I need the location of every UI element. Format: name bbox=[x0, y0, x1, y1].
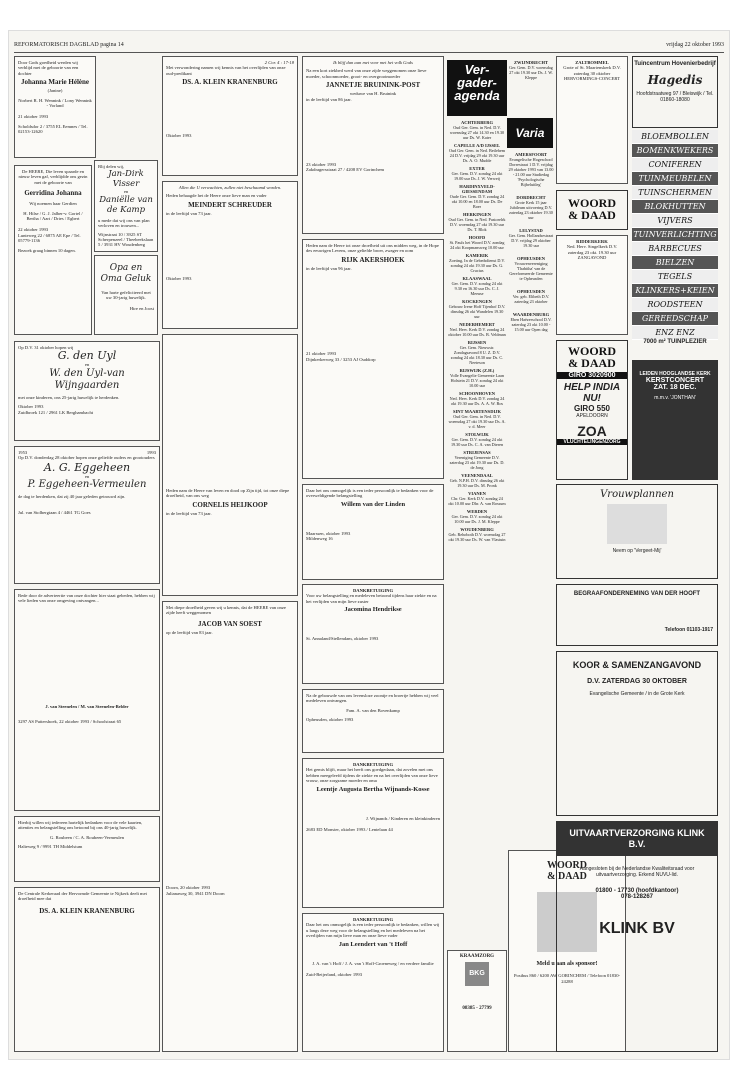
varia-item bbox=[508, 256, 554, 281]
agenda-item-text: Zoeting, In de Gebedsdienst D.V. zondag 24 okt 19.30 uur Ds. G. Crucius bbox=[449, 258, 505, 273]
title: KRAAMZORG bbox=[459, 954, 495, 959]
agenda-item-title: SCHOONHOVEN bbox=[458, 391, 495, 396]
vergaderagenda-title bbox=[447, 60, 507, 116]
agenda-item-title: VIANEN bbox=[468, 491, 486, 496]
giro: GIRO 3020900 bbox=[557, 372, 627, 379]
agenda-item-title: HOOFD bbox=[468, 235, 486, 240]
agenda-item-title: SINT MAARTENSDIJK bbox=[453, 409, 501, 414]
agenda-item-title: KOCKENGEN bbox=[462, 299, 492, 304]
agenda-item-text: Ger. Gem. D.V. zondag 24 okt 9.30 en 16.30 uur Ds. C. J. Meeuse bbox=[451, 281, 503, 296]
banner-item: TUINSCHERMEN bbox=[632, 186, 718, 200]
text: Het gemis blijft, maar het heeft ons goedgedaan, dat zovelen met ons hebben meegeleefd tijdens de ziekte en na het overlijden van onze lieve vrouw, onze zorgzame moeder en oma bbox=[306, 767, 438, 784]
agenda-item bbox=[448, 491, 506, 506]
name: JACOB VAN SOEST bbox=[198, 619, 262, 628]
agenda-item-title: NEDERHEMERT bbox=[459, 322, 495, 327]
thanks-van-der-linden bbox=[302, 484, 444, 580]
agenda-item bbox=[448, 120, 506, 140]
title: UITVAARTVERZORGING KLINK B.V. bbox=[557, 822, 717, 856]
varia-list bbox=[508, 152, 554, 852]
text: Met diepe droefheid geven wij u kennis, dat de HEERE van onze zijde heeft weggenomen bbox=[166, 605, 286, 616]
intro: De HEERE, Die leven spaarde en nieuw leven gaf, verblijdde ons gezin met de geboorte van bbox=[18, 169, 88, 185]
intro: Op D.V. donderdag 28 oktober hopen onze geliefde ouders en grootouders bbox=[18, 455, 155, 461]
title: Opa en Oma Geluk bbox=[100, 263, 152, 284]
vrouwplannen-ad bbox=[556, 484, 718, 579]
agenda-item bbox=[448, 143, 506, 163]
title: KOOR & SAMENZANGAVOND bbox=[572, 660, 702, 670]
thanks-van-t-hoff bbox=[302, 913, 444, 1052]
agenda-item-text: Oud Ger. Gem. in Ned. Betlehem 24 D.V. vrijdag 29 okt 19.30 uur Ds. A. O. Mudde bbox=[448, 148, 506, 163]
engagement-announcement bbox=[94, 160, 158, 252]
intro: De Centrale Kerkeraad der Hervormde Gemeente te Nijkerk deelt met droefheid mee dat bbox=[18, 891, 147, 902]
zwijndrecht-item bbox=[508, 60, 554, 116]
text: Daar het ons onmogelijk is een ieder persoonlijk te bedanken, willen wij u langs deze weg voor de belangstelling en het medeleven na het overlijden van mijn lieve man en onze lieve vader bbox=[306, 922, 440, 939]
phone: 01800 - 17730 (hoofdkantoor) bbox=[595, 888, 679, 894]
agenda-item bbox=[448, 212, 506, 232]
varia-item bbox=[508, 312, 554, 332]
signature: J. van Steenelen / M. van Steenelen-Belder bbox=[45, 703, 129, 709]
quote: Allen die U verwachten, zullen niet beschaamd worden. bbox=[178, 185, 282, 190]
date: 21 oktober 1993 bbox=[306, 351, 337, 357]
address: Zuid-Beijerland, oktober 1993 bbox=[306, 972, 363, 978]
thanks-roubeen bbox=[14, 816, 160, 882]
date: ZAT. 18 DEC. bbox=[653, 384, 697, 391]
text: Voor uw belangstelling en medeleven betoond tijdens haar ziekte en na het verlijden van mijn lieve zuster bbox=[306, 593, 437, 604]
agenda-item-text: Ned. Herv. Kerk D.V. zondag 24 okt 19.30 uur Ds. A. A. W. Bos bbox=[449, 396, 505, 406]
text: de dag te herdenken, dat zij 40 jaar geleden getrouwd zijn. bbox=[18, 494, 126, 500]
text: Hierbij willen wij iedereen hartelijk bedanken voor de vele kaarten, attenties en belangstelling ons betoond bij ons 40-jarig huwelijk. bbox=[18, 820, 143, 831]
agenda-item-text: Oud Ger. Gem. in Ned. Pastorelrk D.V. woensdag 27 okt 19.30 uur Ds. T. Blok bbox=[448, 217, 506, 232]
anniversary-eggeheen bbox=[14, 446, 160, 584]
varia-item-title: DORDRECHT bbox=[516, 195, 546, 200]
name: DS. A. KLEIN KRANENBURG bbox=[39, 906, 135, 915]
name: Tuincentrum Hovenierbedrijf bbox=[634, 61, 716, 67]
address: Dijnkerkerweg 33 / 3253 AJ Ouddorp bbox=[306, 356, 376, 362]
agenda-item bbox=[448, 166, 506, 181]
agenda-item-text: Oud Ger. Gem. in Ned. D.V. woensdag 27 okt 14.30 en 19.30 uur Ds. W. Kater bbox=[449, 125, 505, 140]
nickname: (Janine) bbox=[47, 88, 63, 94]
agenda-item bbox=[448, 184, 506, 209]
banner-item: ENZ ENZ bbox=[632, 326, 718, 340]
address: 2683 ED Monster, oktober 1993 / Lentelaan 44 bbox=[306, 827, 393, 833]
address: Mildenweg 16 bbox=[306, 536, 333, 542]
name1: Jan-Dirk Visser bbox=[108, 169, 144, 190]
death-bruinink-post bbox=[302, 56, 444, 234]
agenda-item bbox=[448, 473, 506, 488]
address: Jul. van Stolbergiaan 4 / 4461 TG Goes bbox=[18, 509, 91, 515]
varia-item-title: LELYSTAD bbox=[519, 228, 543, 233]
agenda-item-text: Oud Ger. Gem. in Ned. D.V. woensdag 27 okt 19.30 uur Ds. A. v. d. Meer bbox=[448, 414, 506, 429]
address: Scholdsdor 2 / 3755 EL Eemnes / Tel. 02153-12620 bbox=[18, 123, 88, 135]
varia-item-text: Vrouwenvereniging 'Thabitha' van de Gereformeerde Gemeente te Opheusden bbox=[509, 261, 553, 281]
woord-daad-banner bbox=[556, 190, 628, 230]
date: D.V. ZATERDAG 30 OKTOBER bbox=[587, 678, 687, 685]
agenda-item-title: WOUDENBERG bbox=[460, 527, 494, 532]
note: Bezoek graag binnen 10 dagen. bbox=[18, 247, 76, 253]
title: ZALTBOMMEL bbox=[575, 60, 609, 65]
phone2: 078-128267 bbox=[620, 894, 654, 900]
thanks-steenelen bbox=[14, 589, 160, 811]
agenda-item-title: WERDEN bbox=[466, 509, 488, 514]
varia-item-text: Ger. Gem. D.V. woensdag 27 okt 19.30 uur Ds. J. W. Kleppe bbox=[509, 65, 553, 80]
varia-item bbox=[508, 195, 554, 220]
signature: Fam. A. van den Bovenkamp bbox=[346, 707, 400, 713]
name2: W. den Uyl-van Wijngaarden bbox=[49, 367, 125, 391]
and: en bbox=[84, 473, 90, 479]
banner-item: BLOKHUTTEN bbox=[632, 200, 718, 214]
varia-item-title: WAARDENBURG bbox=[512, 312, 550, 317]
address: Lunteweg 22 / 6875 AE Epe / Tel. 05779-1136 bbox=[18, 232, 81, 244]
varia-item-text: Evangelische Hogeschool Dorrestraat 1 D.V. vrijdag 29 oktober 1993 van 13.00 - 21.00 uur Studiedag 'Psychologische Bijbeluitleg' bbox=[508, 157, 554, 187]
agenda-item-text: Gebouw Irene Hoff Tijenhof D.V. dinsdag 26 okt Wandelen 19.30 uur bbox=[448, 304, 506, 319]
banner-item: GEREEDSCHAP bbox=[632, 312, 718, 326]
title-line1: Ver- bbox=[464, 62, 490, 77]
brand: Hagedis bbox=[647, 73, 703, 87]
date: St. Annaland/Stellendam, oktober 1993 bbox=[306, 636, 379, 642]
agenda-item-title: KAMERIK bbox=[465, 253, 489, 258]
varia-item-title: OPHEUSDEN bbox=[516, 256, 545, 261]
agenda-item-title: EXTER bbox=[469, 166, 485, 171]
and: en bbox=[84, 362, 90, 368]
address: Julianaweg 30, 3941 DN Doorn bbox=[166, 890, 225, 896]
agenda-item bbox=[448, 340, 506, 365]
text: Na de gebouwde van ons levensloze zoontje en broertje hebben wij veel medeleven ontvangen. bbox=[306, 693, 439, 704]
agenda-item bbox=[448, 409, 506, 429]
address: Wijnstraat 10 / 3925 ST Scherpenzeel / Theebeekslaan 5 / 3931 HV Woudenberg bbox=[98, 231, 154, 248]
death-heijkoop bbox=[162, 334, 298, 596]
death-akershoek bbox=[302, 239, 444, 479]
agenda-item-text: Ger. Gem. D.V. zondag 24 okt 19.00 uur Ds. J. W. Verweij bbox=[451, 171, 503, 181]
info: Evangelische Gemeente / in de Grote Kerk bbox=[589, 691, 685, 697]
agenda-item-text: Oude Ger. Gem. D.V. zondag 24 okt 10.00 en 18.00 uur Ds. De Boer bbox=[449, 194, 505, 209]
varia-title: Varia bbox=[507, 118, 553, 148]
date: 21 oktober 1993 bbox=[18, 114, 49, 120]
woord-daad-help-india bbox=[556, 340, 628, 480]
koor-samenzangavond-ad bbox=[556, 651, 718, 816]
agenda-item-text: Ned. Herv. Kerk D.V. zondag 24 oktober 10.00 uur Ds. B. Veldman bbox=[448, 327, 506, 337]
varia-item-title: OPHEUSDEN bbox=[516, 289, 545, 294]
name: CORNELIS HEIJKOOP bbox=[192, 500, 268, 509]
name: Leentje Augusta Bertha Wijnands-Kosse bbox=[316, 785, 430, 793]
age: in de leeftijd van 96 jaar. bbox=[306, 265, 352, 271]
agenda-item bbox=[448, 368, 506, 388]
help-india: HELP INDIA NU! bbox=[563, 382, 621, 404]
title: RIDDERKERK bbox=[576, 239, 608, 244]
begraafonderneming-ad bbox=[556, 584, 718, 646]
uitvaart-klink-ad bbox=[556, 821, 718, 1052]
tuincentrum-product-list bbox=[632, 130, 718, 337]
name: DS. A. KLEIN KRANENBURG bbox=[182, 78, 278, 87]
name1: G. den Uyl bbox=[57, 349, 117, 363]
date: Oktober 1993 bbox=[18, 404, 44, 410]
year-start: 1953 bbox=[18, 450, 28, 455]
banner-item: KLINKERS+KEIEN bbox=[632, 284, 718, 298]
agenda-item bbox=[448, 432, 506, 447]
death-schreuder bbox=[162, 181, 298, 329]
banner-item: TUINMEUBELEN bbox=[632, 172, 718, 186]
date: Opheusden, oktober 1993 bbox=[306, 717, 354, 723]
banner-item: TEGELS bbox=[632, 270, 718, 284]
agenda-item-title: KLAASWAAL bbox=[462, 276, 492, 281]
banner-item: BARBECUES bbox=[632, 242, 718, 256]
title: DANKBETUIGING bbox=[352, 588, 394, 593]
bible-ref: 2 Cor. 4 : 17-18 bbox=[264, 60, 294, 65]
title: DANKBETUIGING bbox=[352, 917, 394, 922]
varia-item-text: Eben Haëzerschool D.V. zaterdag 23 okt 10.00 - 15.00 uur Open dag bbox=[510, 317, 552, 332]
name: JANNETJE BRUININK-POST bbox=[325, 81, 421, 90]
brand: KLINK BV bbox=[599, 920, 675, 937]
age: in de leeftijd van 73 jaar. bbox=[166, 510, 212, 516]
signature: J. A. van 't Hoff / J. A. van 't Hoff-Groeneweg / en verdere familie bbox=[312, 960, 434, 966]
subtitle: weduwe van H. Bruinink bbox=[349, 91, 397, 97]
logo-line1: WOORD bbox=[547, 860, 587, 871]
text: Ned. Herv. Singelkerk D.V. zaterdag 23 okt. 19.30 uur ZANGAVOND bbox=[566, 244, 618, 261]
banner-item: CONIFEREN bbox=[632, 158, 718, 172]
header-right: vrijdag 22 oktober 1993 bbox=[666, 42, 724, 48]
varia-item-text: Grote Kerk 15 jaar Jubileum uitvoering D.V. zaterdag 23 oktober 19.30 uur bbox=[509, 200, 553, 220]
agenda-item-title: HARDINXVELD-GIESSENDAM bbox=[459, 184, 495, 194]
date: 23 oktober 1993 bbox=[306, 162, 337, 168]
phone: Telefoon 01103-1917 bbox=[664, 627, 713, 633]
text: Aangesloten bij de Nederlandse Kwaliteitsraad voor uitvaartverzorging. Erkend NUVU-lid. bbox=[579, 866, 695, 878]
event: KERSTCONCERT bbox=[645, 377, 705, 384]
date: 22 oktober 1993 bbox=[18, 227, 49, 233]
varia-item bbox=[508, 152, 554, 187]
agenda-item-text: Ger. Gem. D.V. zondag 24 okt 10.00 uur Ds. J. M. Kleppe bbox=[451, 514, 503, 524]
address: 3297 AS Puttershoek, 22 oktober 1993 / Schoolstraat 65 bbox=[18, 719, 122, 725]
agenda-item bbox=[448, 527, 506, 542]
text: Heden behaagde het de Heere onze lieve man en vader bbox=[166, 193, 267, 199]
name: Johanna Marie Hélène bbox=[20, 78, 90, 87]
birth-announcement-1 bbox=[14, 56, 96, 158]
text: Bede door de adverteertie van onze dochter hier staat gebeden, hebben wij vele lieden van onze omgeving ontvangen... bbox=[18, 593, 155, 604]
date: Doorn, 20 oktober 1993 bbox=[166, 885, 211, 891]
text: Heden nam de Heere tot onze droefheid uit ons midden weg, in de Hope des eeuwigen Levens, onze geliefde broer, zwager en oom bbox=[306, 243, 439, 254]
thanks-van-den-bovenkamp bbox=[302, 689, 444, 753]
banner-item: ROODSTEEN bbox=[632, 298, 718, 312]
woord: WOORD bbox=[568, 196, 616, 210]
from: Hire en Joost bbox=[129, 305, 154, 311]
banner-item: VIJVERS bbox=[632, 214, 718, 228]
date: Oktober 1993 bbox=[166, 133, 192, 139]
agenda-item bbox=[448, 276, 506, 296]
death-klein-kranenburg-1 bbox=[14, 887, 160, 1052]
varia-item-title: ZWIJNDRECHT bbox=[513, 60, 548, 65]
agenda-item-title: ACHTERBERG bbox=[460, 120, 493, 125]
title: Vrouwplannen bbox=[600, 489, 674, 500]
year-end: 1993 bbox=[146, 450, 156, 455]
intro: Op D.V. 31 oktober hopen wij bbox=[18, 345, 74, 350]
tuincentrum-ad bbox=[632, 56, 718, 128]
title: BEGRAAFONDERNEMING VAN DER HOOFT bbox=[573, 591, 701, 597]
agenda-item-text: Geb. Rehoboth D.V. woensdag 27 okt 19.30 uur Ds. W. van Vlastuin bbox=[448, 532, 506, 542]
tuinplezier: 7000 m² TUINPLEZIER bbox=[643, 339, 707, 345]
title-line3: agenda bbox=[454, 88, 500, 103]
agenda-item-title: STRIJENSAS bbox=[463, 450, 491, 455]
name2: P. Eggeheen-Vermeulen bbox=[27, 479, 147, 491]
subtitle: Neem op 'Vergeet-Mij' bbox=[612, 548, 662, 554]
address: Halteweg 9 / 9991 TH Middelstum bbox=[18, 844, 83, 850]
phone: 08385 - 27799 bbox=[462, 1006, 492, 1012]
agenda-item bbox=[448, 253, 506, 273]
text: Van harte gefeliciteerd met uw 30-jarig huwelijk. bbox=[101, 290, 151, 301]
kraamzorg-ad bbox=[447, 950, 507, 1052]
agenda-item-title: STOLWIJK bbox=[465, 432, 489, 437]
varia-item bbox=[508, 228, 554, 248]
title: DANKBETUIGING bbox=[352, 762, 394, 767]
date: Maarssen, oktober 1993 bbox=[306, 530, 351, 536]
name: Jan Leendert van 't Hoff bbox=[338, 940, 408, 948]
intro: Blij delen wij, bbox=[98, 164, 125, 169]
city: APELDOORN bbox=[576, 413, 608, 419]
text: met onze kinderen, ons 25-jarig huwelijk te herdenken. bbox=[18, 394, 120, 400]
death-klein-kranenburg-2 bbox=[162, 56, 298, 176]
logo-line2: & DAAD bbox=[547, 871, 587, 882]
agenda-item-text: Ger. Gem. D.V. zondag 24 okt 19.30 uur Ds. C. A. van Dieren bbox=[450, 437, 504, 447]
daad: & DAAD bbox=[568, 208, 616, 222]
agenda-item-title: HERKINGEN bbox=[462, 212, 491, 217]
woord: WOORD bbox=[568, 344, 616, 358]
address: Zakdragersstraat 27 / 4208 EV Gorinchem bbox=[306, 167, 385, 173]
name: MEINDERT SCHREUDER bbox=[188, 200, 272, 209]
agenda-item-title: RIJSWIJK (Z.H.) bbox=[459, 368, 495, 373]
name: RIJK AKERSHOEK bbox=[341, 255, 405, 264]
illustration bbox=[607, 504, 667, 544]
title-line2: gader- bbox=[457, 75, 497, 90]
congrats-opa-oma bbox=[94, 255, 158, 335]
extra: Wij noemen haar Gerdien bbox=[29, 201, 77, 207]
daad: & DAAD bbox=[568, 356, 616, 370]
varia-item-title: AMERSFOORT bbox=[514, 152, 548, 157]
text: Daar het ons onmogelijk is een ieder persoonlijk te bedanken voor de overweldigende belangstelling bbox=[306, 488, 434, 499]
name2: Daniëlle van de Kamp bbox=[99, 194, 153, 215]
parents: Norbert R. H. Wennink / Lony Wennink - Vorland bbox=[18, 97, 92, 109]
agenda-item bbox=[448, 391, 506, 406]
agenda-item-title: CAPELLE A/D IJSSEL bbox=[453, 143, 500, 148]
address: Zuidbroek 121 / 2961 LK Berghambacht bbox=[18, 409, 94, 415]
and: en bbox=[123, 189, 129, 195]
varia-item bbox=[508, 289, 554, 304]
name: Gerridina Johanna bbox=[24, 189, 82, 198]
signature: J. Wijnands / Kinderen en kleinkinderen bbox=[366, 815, 440, 821]
zaltbommel-concert bbox=[556, 56, 628, 184]
death-van-soest bbox=[162, 601, 298, 1052]
signature: G. Roubeen / C. A. Roubeen-Vermeulen bbox=[50, 834, 124, 840]
text: m.m.v. 'JONTHAN' bbox=[654, 395, 696, 401]
date: Oktober 1993 bbox=[166, 276, 192, 282]
text: Grote of St. Maartenskerk D.V. zaterdag 30 oktober HERVORMINGS-CONCERT bbox=[563, 65, 621, 82]
agenda-item-text: St. Pauls het Woord D.V. zondag 24 okt Koopmansweg 10.00 uur bbox=[449, 240, 505, 250]
text: Met verwondering namen wij kennis van het overlijden van onze oud-predikant bbox=[166, 65, 286, 76]
name: Willem van der Linden bbox=[340, 500, 406, 508]
agenda-item bbox=[448, 450, 506, 470]
title: Meld u aan als sponsor! bbox=[536, 961, 598, 967]
agenda-item-text: Ger. Gem. Nieuwstr. Zondagsavond 8 U. Z. D.V. zondag 24 okt 18.30 uur Ds. C. Neeteson bbox=[450, 345, 504, 365]
agenda-item-text: Volle Evangelie Gemeente Laan Holstein 21 D.V. zondag 24 okt 10.00 uur bbox=[450, 373, 504, 388]
agenda-item bbox=[448, 235, 506, 250]
intro: Door Gods goedheid werden wij verblijd met de geboorte van een dochter bbox=[18, 60, 79, 76]
thanks-hendrikse bbox=[302, 584, 444, 684]
age: in de leeftijd van 73 jaar. bbox=[166, 210, 212, 216]
header-left: REFORMATORISCH DAGBLAD pagina 14 bbox=[14, 42, 124, 48]
address: Hoofdstraatweg 97 / Bleiswijk / Tel. 01860-18080 bbox=[636, 91, 714, 103]
agenda-item bbox=[448, 509, 506, 524]
anniversary-den-uyl bbox=[14, 341, 160, 441]
agenda-item-text: Geb. N.P.H. D.V. dinsdag 26 okt 19.30 uur Ds. M. Pronk bbox=[449, 478, 505, 488]
page-header bbox=[14, 42, 724, 53]
agenda-item bbox=[448, 322, 506, 337]
banner-item: BIELZEN bbox=[632, 256, 718, 270]
varia-item-text: Ger. Gem. Hollandsestraat D.V. vrijdag 29 oktober 19.30 uur bbox=[508, 233, 554, 248]
agenda-item-title: RIJSSEN bbox=[467, 340, 487, 345]
text: Na een kort ziekbed werd van onze zijde weggenomen onze lieve moeder, schoonmoeder, groot- en overgrootmoeder bbox=[306, 68, 427, 79]
name: Jacomina Hendrikse bbox=[344, 606, 402, 614]
leiden-kerstconcert bbox=[632, 360, 718, 480]
agenda-item-text: Vereniging Gemeente D.V. zaterdag 23 okt 19.30 uur Ds. D. de Jong bbox=[449, 455, 505, 470]
agenda-list bbox=[448, 120, 506, 940]
text: Heden nam de Heere van leven en dood op Zijn tijd, tot onze diepe droefheid, van ons weg bbox=[166, 488, 290, 499]
age: op de leeftijd van 83 jaar. bbox=[166, 629, 213, 635]
name1: A. G. Eggeheen bbox=[43, 460, 131, 474]
giro2: GIRO 550 bbox=[573, 404, 610, 413]
thanks-wijnands-kosse bbox=[302, 758, 444, 908]
banner-item: BOMENKWEKERS bbox=[632, 144, 718, 158]
varia-item-text: Ver. geb. Elibeth D.V. zaterdag 23 oktober bbox=[512, 294, 550, 304]
age: in de leeftijd van 86 jaar. bbox=[306, 96, 352, 102]
zoa-sub: VLUCHTELINGENZORG bbox=[557, 439, 627, 445]
title: LEIDEN HOOGLANDSE KERK bbox=[639, 371, 711, 377]
family: H. Hilse / G. J. Jalber-v. Gortel / Bertha / Aart / Dries / Egbert bbox=[23, 210, 83, 222]
address: Postbus 860 / 6200 AW GORINCHEM / Telefoon 01830-24288 bbox=[513, 973, 621, 984]
bkg-logo: BKG bbox=[465, 962, 489, 986]
agenda-item bbox=[448, 299, 506, 319]
banner-item: BLOEMBOLLEN bbox=[632, 130, 718, 144]
banner-item: TUINVERLICHTING bbox=[632, 228, 718, 242]
zoa-logo: ZOA bbox=[577, 423, 607, 439]
ridderkerk-zangavond bbox=[556, 235, 628, 335]
birth-announcement-2 bbox=[14, 165, 92, 335]
agenda-item-title: VEENENDAAL bbox=[461, 473, 493, 478]
quote: Ik blijf dan aan met voor met het volk Gods bbox=[333, 60, 413, 65]
agenda-item-text: Chr. Ger. Kerk D.V. zondag 24 okt 10.00 uur Dhr. A. van Rossum bbox=[448, 496, 506, 506]
rest: u mede dat wij ons van plan verloven en trouwen... bbox=[98, 217, 150, 229]
